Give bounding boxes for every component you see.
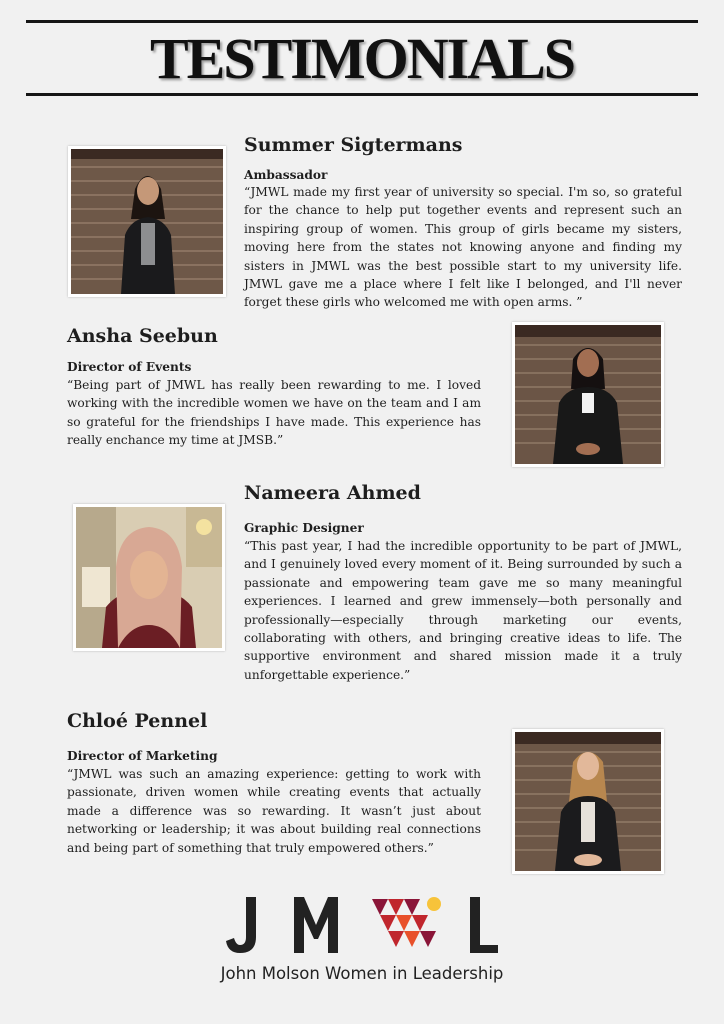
testimonial-role: Graphic Designer	[244, 521, 364, 535]
testimonial-name: Chloé Pennel	[67, 710, 208, 732]
page-title: TESTIMONIALS	[149, 26, 575, 91]
testimonial-name: Summer Sigtermans	[244, 134, 463, 156]
testimonial-quote: “JMWL was such an amazing experience: getting to work with passionate, driven women while creating events that actually made a difference was so rewarding. It wasn’t just about networking or leadership; it was about building real connections and being part of something that truly empowered others.”	[67, 767, 481, 855]
org-name: John Molson Women in Leadership	[220, 964, 504, 983]
testimonial-name: Ansha Seebun	[67, 325, 218, 347]
testimonial-role: Ambassador	[244, 168, 328, 182]
testimonial-role: Director of Events	[67, 360, 192, 374]
testimonial-quote: “JMWL made my first year of university so special. I'm so, so grateful for the chance to help put together events and represent such an inspiring group of women. This group of girls became my sisters, moving here from the states not knowing anyone and finding my sisters in JMWL was the best possible start to my university life. JMWL gave me a place where I felt like I belonged, and I'll never forget these girls who welcomed me with open arms. ”	[244, 185, 682, 310]
testimonial-quote: “This past year, I had the incredible opportunity to be part of JMWL, and I genuinely loved every moment of it. Being surrounded by such a passionate and empowering team gave me so many meaningful experiences. I learned and grew immensely—both personally and professionally—especially through marketing our events, collaborating with others, and bringing creative ideas to life. The supportive environment and shared mission made it a truly unforgettable experience.”	[244, 539, 682, 682]
testimonial-name: Nameera Ahmed	[244, 482, 421, 504]
top-rule	[26, 20, 698, 23]
testimonial-quote: “Being part of JMWL has really been rewarding to me. I loved working with the incredible women we have on the team and I am so grateful for the friendships I have made. This experience has really enchance my time at JMSB.”	[67, 378, 481, 448]
portrait-photo-ansha	[512, 322, 664, 467]
portrait-photo-chloe	[512, 729, 664, 874]
portrait-photo-nameera	[73, 504, 225, 651]
bottom-rule	[26, 93, 698, 96]
testimonial-role: Director of Marketing	[67, 749, 218, 763]
portrait-photo-summer	[68, 146, 226, 297]
